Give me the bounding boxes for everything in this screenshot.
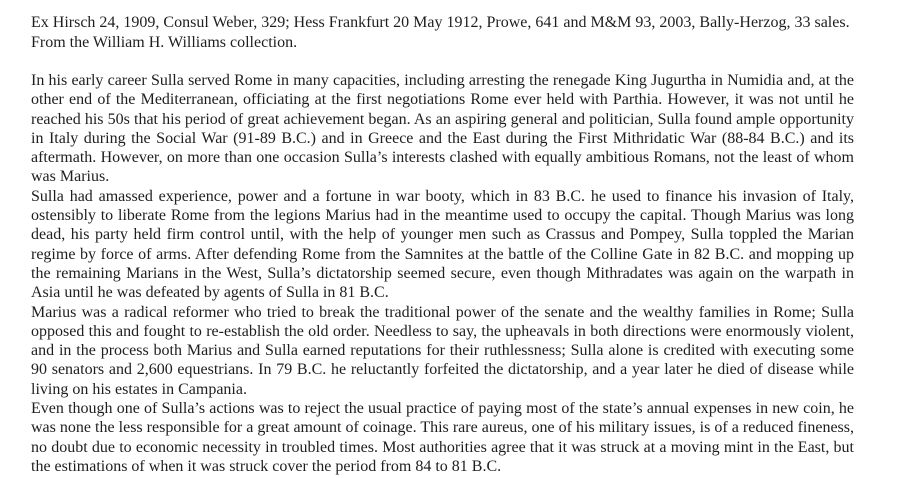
description-body — [31, 71, 854, 476]
paragraph-coinage: Even though one of Sulla’s actions was to reject the usual practice of paying most of the state’s annual expenses in new coin, he was none the less responsible for a great amount of coinage. This rare aureus, one of his military issues, is of a reduced fineness, no doubt due to economic necessity in troubled times. Most authorities agree that it was struck at a moving mint in the East, but the estimations of when it was struck cover the period from 84 to 81 B.C. — [31, 400, 854, 475]
provenance-text: Ex Hirsch 24, 1909, Consul Weber, 329; Hess Frankfurt 20 May 1912, Prowe, 641 and M&M 93, 2003, Bally-Herzog, 33 sales. From the William H. Williams collection. — [31, 14, 850, 51]
paragraph-marius-reformer: Marius was a radical reformer who tried to break the traditional power of the senate and the wealthy families in Rome; Sulla opposed this and fought to re-establish the old order. Needless to say, the upheavals in both directions were enormously violent, and in the process both Marius and Sulla earned reputations for their ruthlessness; Sulla alone is credited with executing some 90 senators and 2,600 equestrians. In 79 B.C. he reluctantly forfeited the dictatorship, and a year later he died of disease while living on his estates in Campania. — [31, 303, 854, 398]
paragraph-early-career: In his early career Sulla served Rome in many capacities, including arresting the renegade King Jugurtha in Numidia and, at the other end of the Mediterranean, officiating at the first negotiations Rome ever held with Parthia. However, it was not until he reached his 50s that his period of great achievement began. As an aspiring general and politician, Sulla found ample opportunity in Italy during the Social War (91-89 B.C.) and in Greece and the East during the First Mithridatic War (88-84 B.C.) and its aftermath. However, on more than one occasion Sulla’s interests clashed with equally ambitious Romans, not the least of whom was Marius. — [31, 72, 854, 186]
paragraph-invasion-of-italy: Sulla had amassed experience, power and a fortune in war booty, which in 83 B.C. he used to finance his invasion of Italy, ostensibly to liberate Rome from the legions Marius had in the meantime used to occupy the capital. Though Marius was long dead, his party held firm control until, with the help of younger men such as Crassus and Pompey, Sulla toppled the Marian regime by force of arms. After defending Rome from the Samnites at the battle of the Colline Gate in 82 B.C. and mopping up the remaining Marians in the West, Sulla’s dictatorship seemed secure, even though Mithradates was again on the warpath in Asia until he was defeated by agents of Sulla in 81 B.C. — [31, 187, 854, 302]
